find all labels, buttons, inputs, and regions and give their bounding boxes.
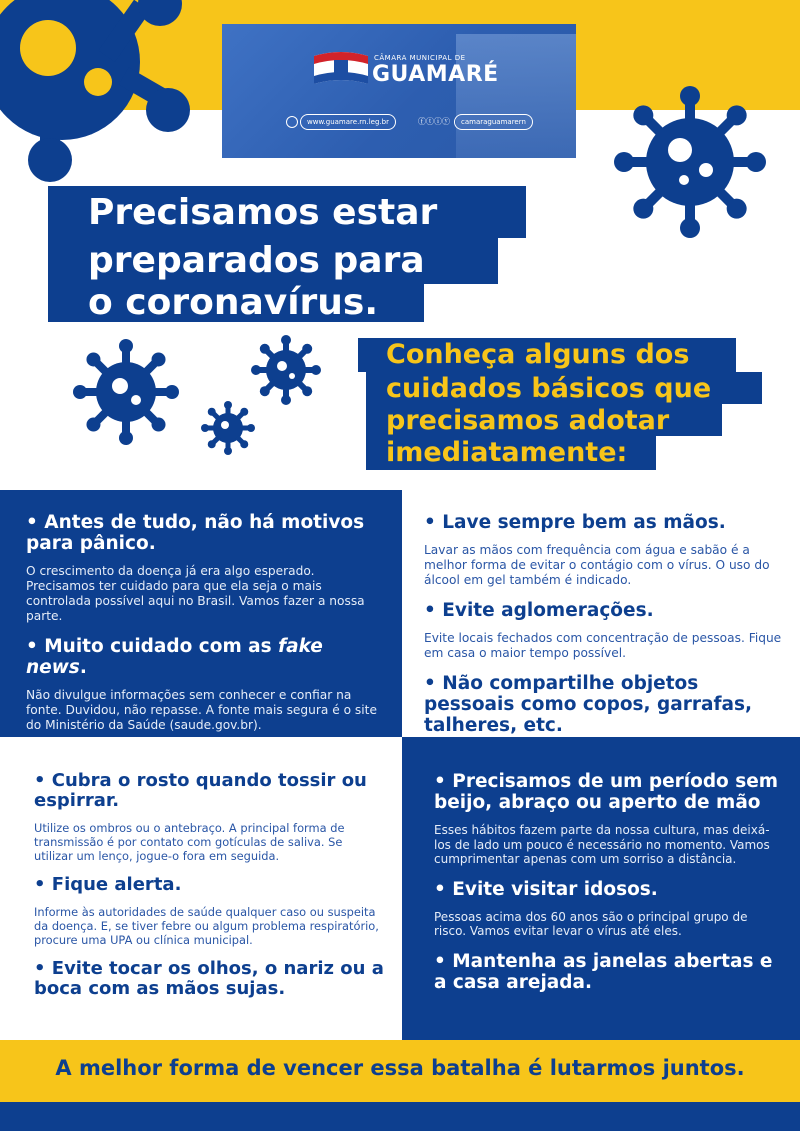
twitter-icon[interactable]: ⓣ — [426, 117, 434, 126]
facebook-icon[interactable]: ⓕ — [418, 117, 426, 126]
tip-text: Evite locais fechados com concentração de pessoas. Fique em casa o maior tempo possível. — [424, 631, 782, 660]
virus-cluster-icon — [78, 340, 338, 460]
tip-heading: • Antes de tudo, não há motivos para pânico. — [26, 512, 365, 554]
subtitle-line-4: imediatamente: — [366, 436, 656, 470]
footer-slogan: A melhor forma de vencer essa batalha é lutarmos juntos. — [55, 1056, 745, 1080]
footer-banner — [0, 1040, 800, 1102]
tip-text: Não divulgue informações sem conhecer e confiar na fonte. Duvidou, não repasse. A fonte mais segura é o site do Ministério da Saúde (saude.gov.br). — [26, 688, 377, 732]
flag-icon — [312, 50, 370, 90]
tip-heading: • Não compartilhe objetos pessoais como copos, garrafas, talheres, etc. — [424, 673, 753, 736]
tip-heading: • Cubra o rosto quando tossir ou espirrar. — [34, 770, 367, 811]
tip-heading-fake-news: • Muito cuidado com as fake news. — [26, 636, 323, 678]
logo-banner — [222, 24, 576, 158]
tips-quadrant-2 — [402, 490, 800, 737]
subtitle-line-1: Conheça alguns dos — [358, 338, 736, 372]
tips-quadrant-3 — [0, 737, 402, 1040]
globe-icon — [286, 116, 298, 128]
instagram-icon[interactable]: ⓘ — [434, 117, 442, 126]
tip-text: Esses hábitos fazem parte da nossa cultura, mas deixá-los de lado um pouco é necessário no momento. Vamos cumprimentar apenas com um sorriso a distância. — [434, 823, 770, 866]
bottom-blue-band — [0, 1102, 800, 1131]
tip-heading: • Evite visitar idosos. — [434, 878, 658, 900]
tip-text: Lavar as mãos com frequência com água e sabão é a melhor forma de evitar o contágio com o vírus. O uso do álcool em gel também é indicado. — [424, 543, 770, 587]
tip-text: Utilize os ombros ou o antebraço. A principal forma de transmissão é por contato com gotículas de saliva. Se utilizar um lenço, jogue-o fora em seguida. — [34, 821, 345, 863]
logo-website[interactable]: www.guamare.rn.leg.br — [300, 114, 396, 130]
social-icons — [418, 116, 450, 127]
tip-text: Informe às autoridades de saúde qualquer caso ou suspeita da doença. E, se tiver febre ou algum problema respiratório, procure uma UPA ou clínica municipal. — [34, 905, 379, 947]
youtube-icon[interactable]: ⓨ — [442, 117, 450, 126]
building-photo — [456, 34, 576, 158]
tip-heading: • Evite tocar os olhos, o nariz ou a boca com as mãos sujas. — [34, 958, 384, 999]
tip-heading: • Lave sempre bem as mãos. — [424, 512, 726, 533]
virus-right-icon — [612, 90, 772, 240]
subtitle-line-2: cuidados básicos que — [366, 372, 762, 404]
tips-quadrant-1 — [0, 490, 402, 737]
title-line-2: preparados para — [48, 238, 498, 284]
title-line-1: Precisamos estar — [48, 186, 526, 238]
tip-heading: • Mantenha as janelas abertas e a casa arejada. — [434, 950, 773, 993]
title-line-3: o coronavírus. — [48, 284, 424, 322]
virus-top-left-icon — [0, 0, 180, 170]
tip-text: O crescimento da doença já era algo esperado. Precisamos ter cuidado para que ela seja o mais controlada possível aqui no Brasil. Vamos fazer a nossa parte. — [26, 564, 365, 623]
logo-handle[interactable]: camaraguamarern — [454, 114, 533, 130]
tips-quadrant-4 — [402, 737, 800, 1040]
logo-subtitle: CÂMARA MUNICIPAL DE — [374, 54, 466, 62]
tip-text: Pessoas acima dos 60 anos são o principal grupo de risco. Vamos evitar levar o vírus até eles. — [434, 909, 748, 938]
logo-name: GUAMARÉ — [372, 62, 499, 87]
tip-heading: • Precisamos de um período sem beijo, abraço ou aperto de mão — [434, 771, 779, 813]
tip-heading: • Fique alerta. — [34, 874, 182, 895]
subtitle-line-3: precisamos adotar — [366, 404, 722, 436]
tip-heading: • Evite aglomerações. — [424, 600, 654, 621]
